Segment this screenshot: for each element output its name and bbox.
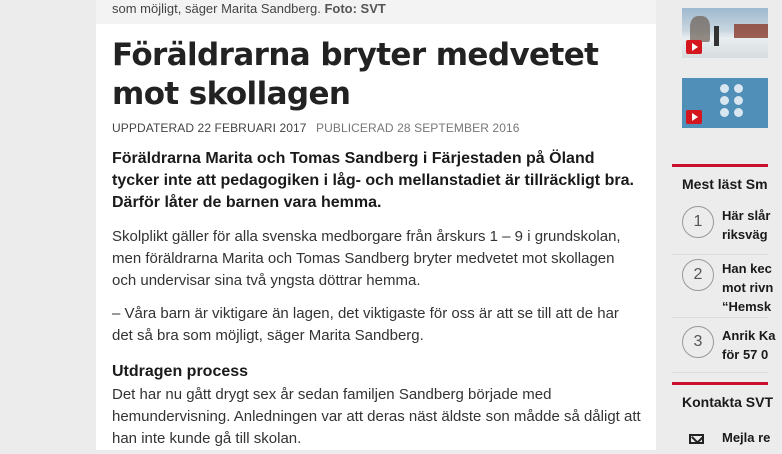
right-sidebar <box>670 0 776 450</box>
thumbnail-graphic-dot <box>720 84 729 93</box>
most-read-item[interactable] <box>672 196 771 255</box>
article-dates <box>112 121 520 135</box>
thumbnail-graphic-dot <box>734 84 743 93</box>
article-paragraph: – Våra barn är viktigare än lagen, det viktigaste för oss är att se till att de har det så bra som möjligt, säger Marita Sandberg. <box>112 305 619 344</box>
article <box>96 0 656 450</box>
thumbnail-graphic-dot <box>734 96 743 105</box>
contact-title: Kontakta SVT <box>682 394 774 410</box>
contact-divider <box>672 382 768 385</box>
image-caption-strip <box>96 0 656 24</box>
most-read-headline[interactable]: Han kec mot rivn “Hemsk <box>722 261 774 314</box>
contact-mail-link[interactable]: Mejla re <box>722 430 771 445</box>
most-read-item[interactable] <box>672 255 774 318</box>
most-read-divider <box>672 164 768 167</box>
updated-date: UPPDATERAD 22 FEBRUARI 2017 <box>112 121 307 135</box>
play-icon[interactable] <box>686 110 702 124</box>
thumbnail-graphic-dot <box>720 96 729 105</box>
rank-number: 2 <box>682 259 714 291</box>
mail-icon[interactable] <box>682 424 712 454</box>
article-headline: Föräldrarna bryter medvetet mot skollagen <box>112 37 599 112</box>
thumbnail-graphic-dot <box>734 108 743 117</box>
caption-text: som möjligt, säger Marita Sandberg. <box>112 1 321 16</box>
article-paragraph: Det har nu gått drygt sex år sedan familjen Sandberg började med hemundervisning. Anledningen var att deras näst äldste son mådde så dåligt att han inte kunde gå till skolan. <box>112 386 641 447</box>
rank-number: 3 <box>682 326 714 358</box>
article-lead: Föräldrarna Marita och Tomas Sandberg i Färjestaden på Öland tycker inte att pedagogiken i låg- och mellanstadiet är tillräckligt bra. Därför låter de barnen vara hemma. <box>112 150 634 211</box>
most-read-headline[interactable]: Anrik Ka för 57 0 <box>722 328 776 362</box>
article-subheading: Utdragen process <box>112 363 249 380</box>
play-icon[interactable] <box>686 40 702 54</box>
thumbnail-tree <box>690 16 710 42</box>
published-date: PUBLICERAD 28 SEPTEMBER 2016 <box>315 121 520 135</box>
most-read-item[interactable] <box>672 318 776 373</box>
image-caption <box>112 1 386 16</box>
thumbnail-house <box>734 24 768 38</box>
video-thumbnail[interactable] <box>682 78 768 128</box>
article-paragraph: Skolplikt gäller för alla svenska medborgare från årskurs 1 – 9 i grundskolan, men föräldrarna Marita och Tomas Sandberg bryter medvetet mot skollagen och undervisar sina två yngsta döttrar hemma. <box>112 228 621 289</box>
most-read-headline[interactable]: Här slår riksväg <box>722 208 771 242</box>
video-thumbnail[interactable] <box>682 8 768 58</box>
thumbnail-person <box>714 26 719 46</box>
photo-credit: Foto: SVT <box>324 1 386 16</box>
most-read-title: Mest läst Sm <box>682 176 768 192</box>
rank-number: 1 <box>682 206 714 238</box>
thumbnail-graphic-dot <box>720 108 729 117</box>
